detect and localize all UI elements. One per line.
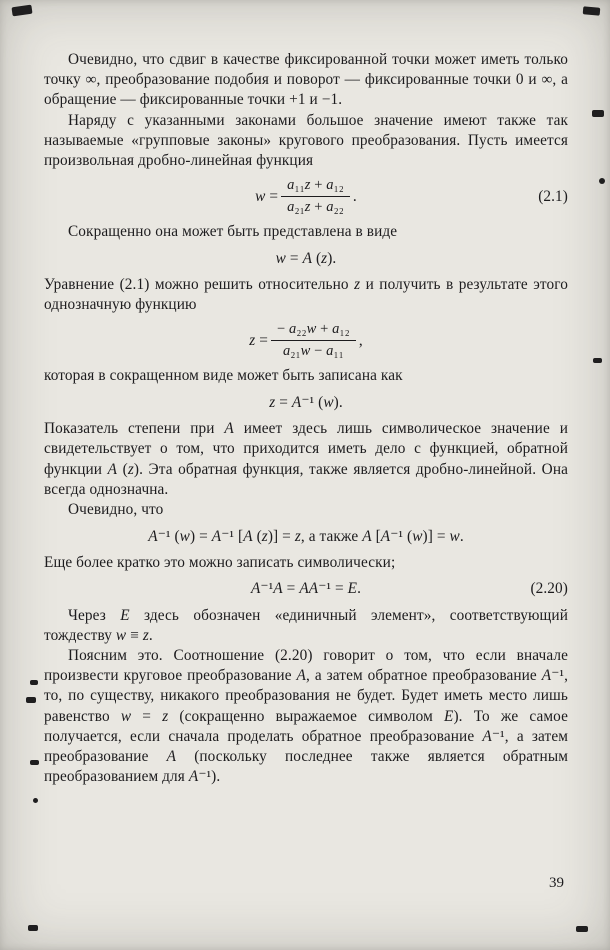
scan-artifact — [30, 680, 38, 685]
formula: w = $\frac{\text{a₁₁z + a₁₂}}{\text{a₂₁z + a₂₂}}$ . (2.1) — [255, 177, 568, 216]
paragraph: которая в сокращенном виде может быть записана как — [44, 367, 403, 385]
paragraph: Уравнение (2.1) можно решить относительно z и получить в результате этого однозначную функцию — [44, 276, 568, 314]
formula: z = A⁻¹ (w). — [269, 393, 343, 411]
scan-artifact — [583, 6, 601, 15]
paragraph: Через E здесь обозначен «единичный элемент», соответствующий тождеству w ≡ z. — [44, 606, 568, 644]
scan-artifact — [599, 178, 605, 184]
paragraph: Поясним это. Соотношение (2.20) говорит о том, что если вначале произвести круговое преобразование A, а затем обратное преобразование A⁻¹, то, по существу, никакого преобразования не будет. Будет иметь место лишь равенство w = z (сокращенно выражаемое символом E). То же самое получается, если сначала проделать обратное преобразование A⁻¹, а затем преобразование A (поскольку последнее также является обратным преобразованием для A⁻¹). — [44, 646, 568, 786]
scan-artifact — [28, 925, 38, 931]
page-content — [44, 50, 568, 787]
scan-artifact — [593, 358, 602, 363]
scan-artifact — [592, 110, 604, 117]
fraction: $\frac{\text{a₁₁z + a₁₂}}{\text{a₂₁z + a₂₂}}$ — [281, 177, 350, 216]
scan-artifact — [33, 798, 38, 803]
paragraph: Показатель степени при A имеет здесь лишь символическое значение и свидетельствует о том, что приходится иметь дело с функцией, обратной функции A (z). Эта обратная функция, также является дробно-линейной. Она всегда однозначна. — [44, 420, 568, 498]
equation-number: (2.1) — [538, 187, 568, 205]
scan-artifact — [576, 926, 588, 932]
formula: w = A (z). — [275, 249, 337, 267]
paragraph: Очевидно, что — [68, 501, 164, 518]
paragraph: Еще более кратко это можно записать символически; — [44, 553, 396, 571]
paragraph: Очевидно, что сдвиг в качестве фиксированной точки может иметь только точку ∞, преобразование подобия и поворот — фиксированные точки 0 и ∞, а обращение — фиксированные точки +1 и −1. — [44, 51, 568, 109]
equation-number: (2.20) — [530, 580, 568, 598]
scan-artifact — [11, 5, 32, 17]
paragraph: Сокращенно она может быть представлена в виде — [68, 223, 398, 241]
fraction: $\frac{\text{− a₂₂w + a₁₂}}{\text{a₂₁w − a₁₁}}$ — [271, 321, 356, 360]
formula: A⁻¹ (w) = A⁻¹ [A (z)] = z, а также A [A⁻¹ (w)] = w. — [148, 527, 464, 545]
formula: z = $\frac{\text{− a₂₂w + a₁₂}}{\text{a₂₁w − a₁₁}}$ , — [249, 321, 363, 360]
formula: A⁻¹A = AA⁻¹ = E. (2.20) — [44, 579, 568, 600]
page-number: 39 — [549, 875, 564, 891]
paragraph: Наряду с указанными законами большое значение имеют также так называемые «групповые законы» кругового преобразования. Пусть имеется произвольная дробно-линейная функция — [44, 111, 568, 170]
scan-artifact — [26, 697, 36, 703]
scan-artifact — [30, 760, 39, 765]
